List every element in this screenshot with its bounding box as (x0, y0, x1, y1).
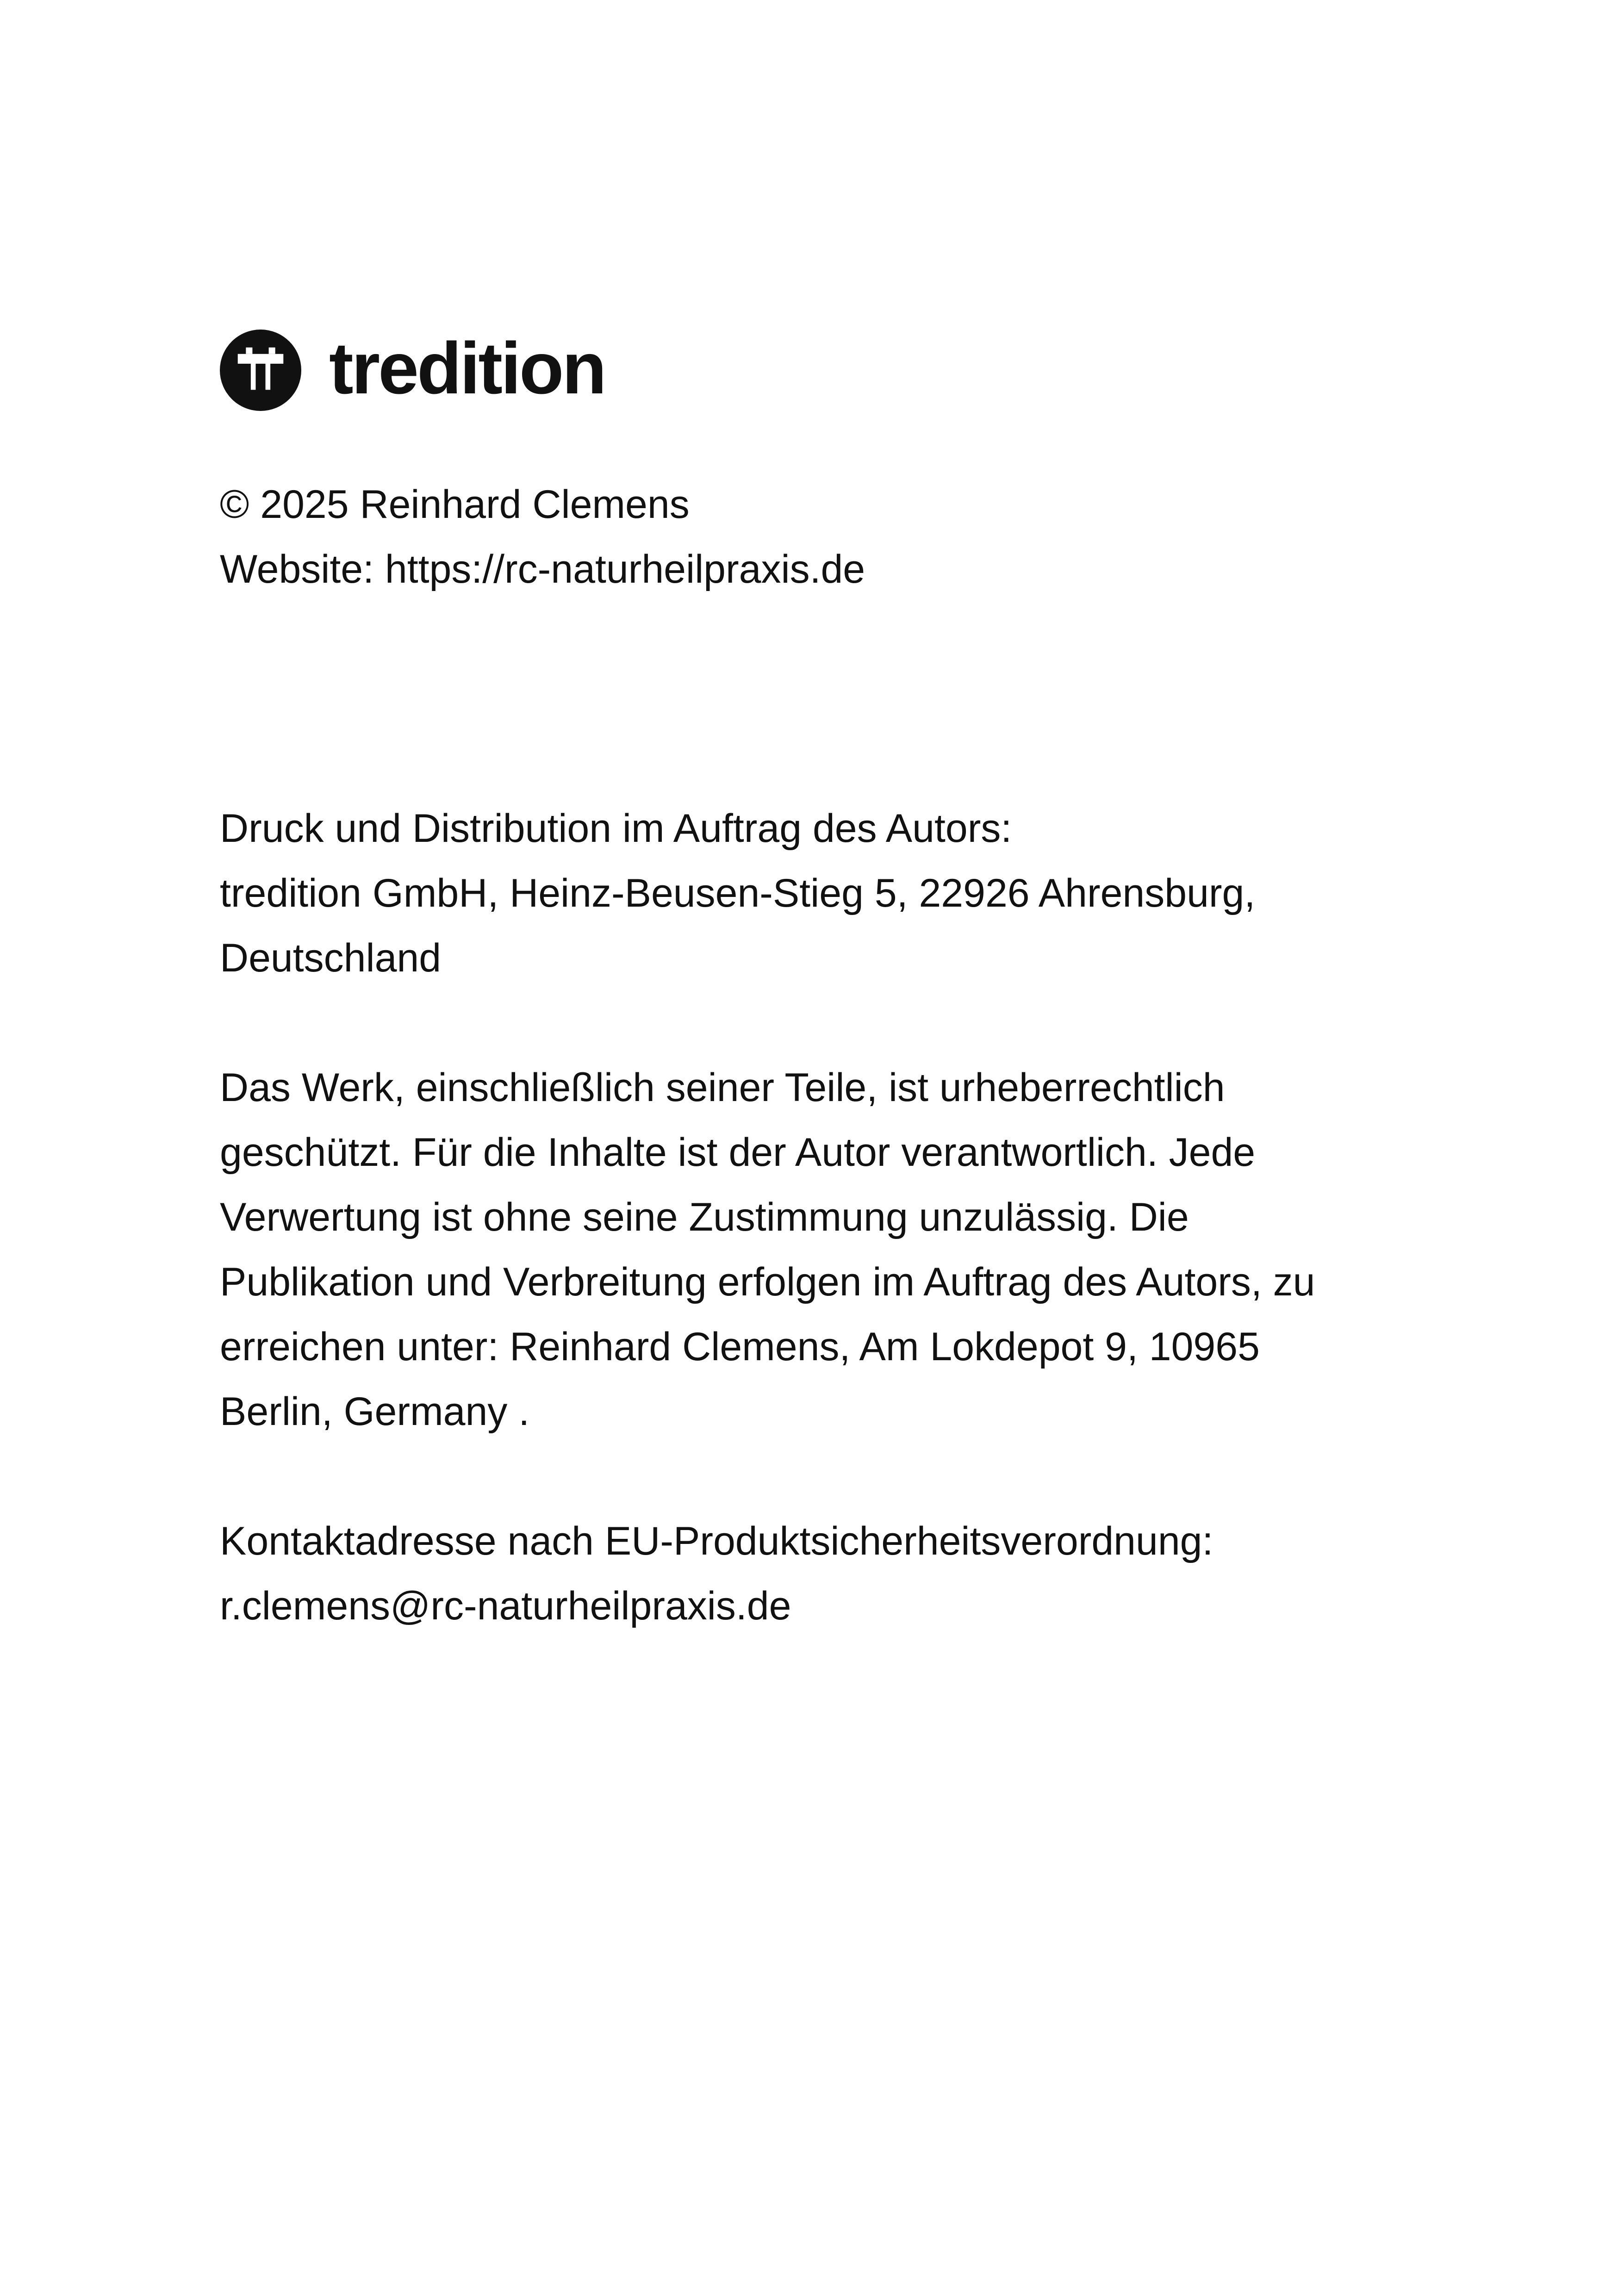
contact-email: r.clemens@rc-naturheilpraxis.de (220, 1584, 791, 1628)
website-line: Website: https://rc-naturheilpraxis.de (220, 547, 865, 591)
copyright-line: © 2025 Reinhard Clemens (220, 482, 690, 527)
publisher-logo (220, 329, 605, 412)
print-distribution-block (220, 796, 1423, 990)
contact-label: Kontaktadresse nach EU-Produktsicherheitsverordnung: (220, 1519, 1214, 1563)
copyright-block (220, 472, 1423, 602)
contact-block (220, 1509, 1423, 1638)
tredition-t-icon (220, 330, 301, 411)
rights-line: Verwertung ist ohne seine Zustimmung unzulässig. Die (220, 1195, 1189, 1239)
rights-line: Berlin, Germany . (220, 1389, 530, 1434)
rights-line: erreichen unter: Reinhard Clemens, Am Lokdepot 9, 10965 (220, 1325, 1260, 1369)
rights-line: Publikation und Verbreitung erfolgen im Auftrag des Autors, zu (220, 1260, 1315, 1304)
rights-line: geschützt. Für die Inhalte ist der Autor verantwortlich. Jede (220, 1130, 1256, 1175)
print-line: Druck und Distribution im Auftrag des Autors: (220, 806, 1012, 851)
print-line: Deutschland (220, 936, 442, 980)
publisher-wordmark: tredition (329, 328, 605, 409)
rights-notice-block (220, 1055, 1423, 1444)
print-line: tredition GmbH, Heinz-Beusen-Stieg 5, 22926 Ahrensburg, (220, 871, 1256, 915)
rights-line: Das Werk, einschließlich seiner Teile, ist urheberrechtlich (220, 1065, 1225, 1110)
